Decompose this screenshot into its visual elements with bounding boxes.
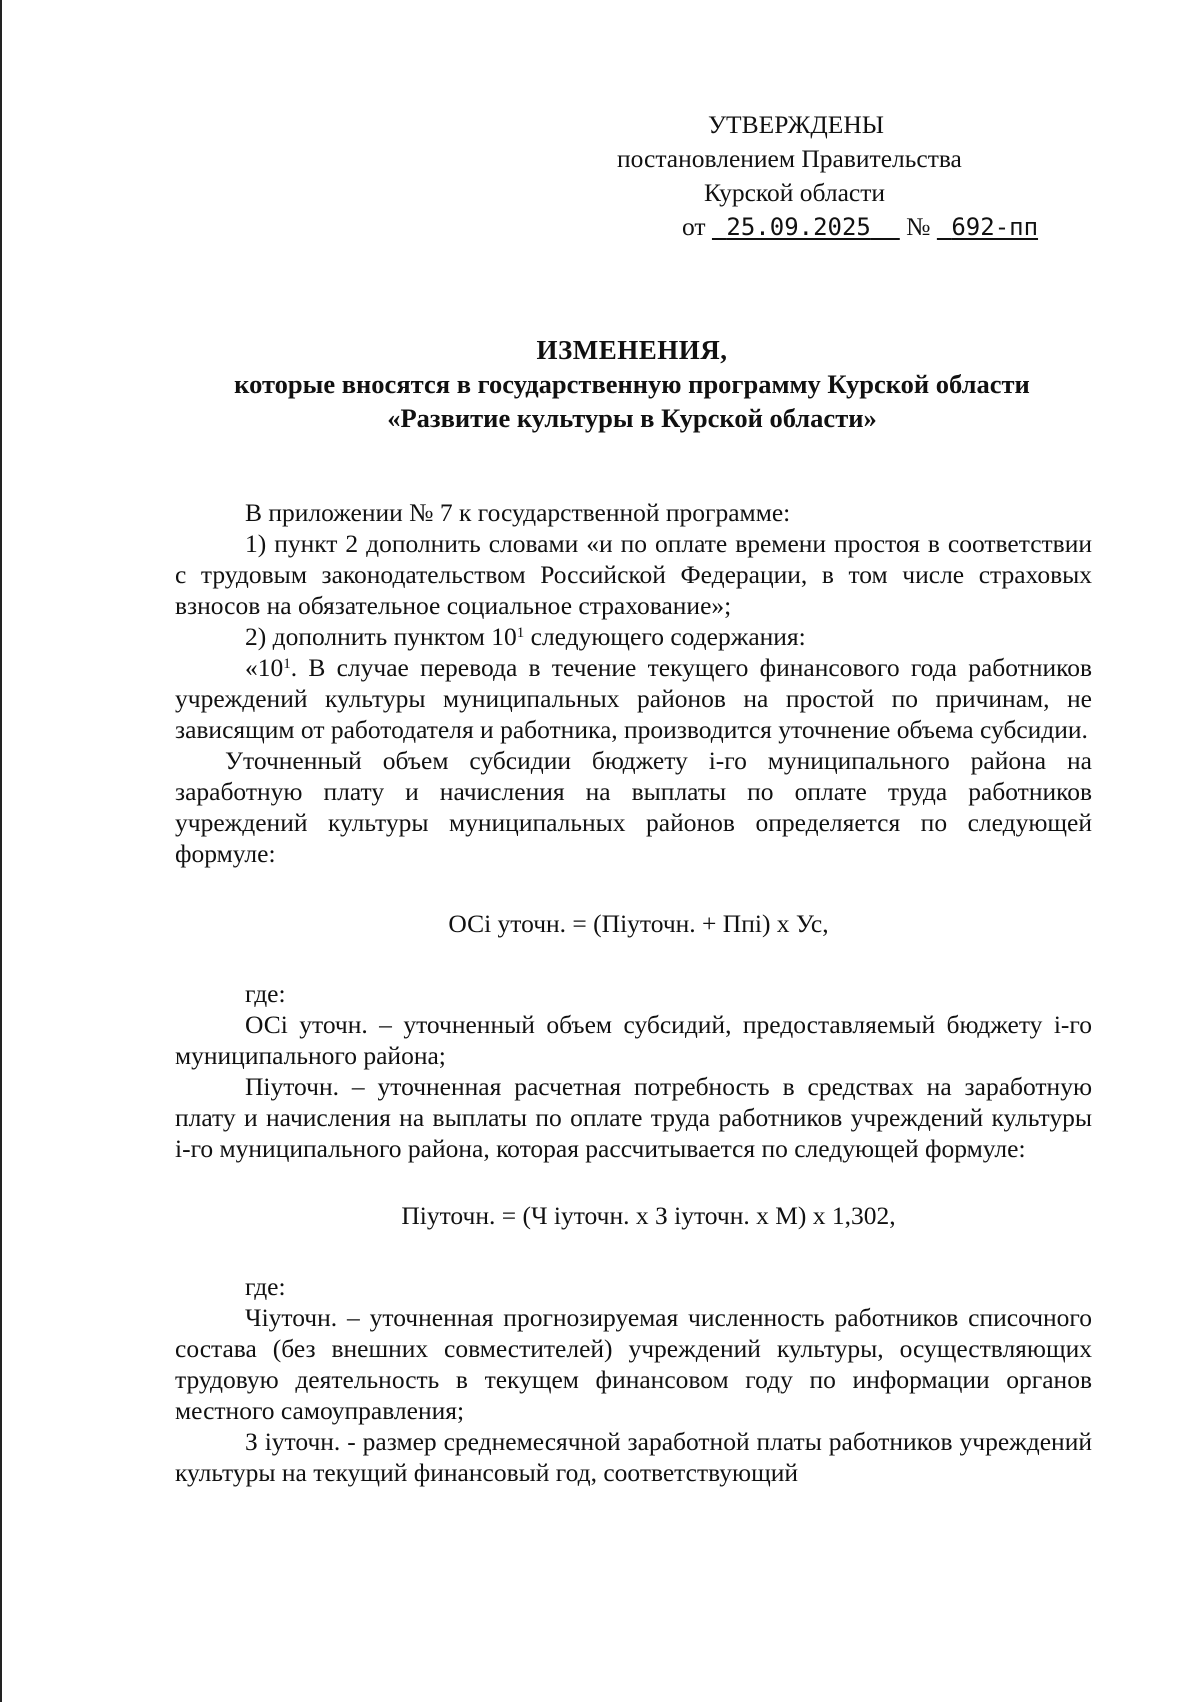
- definition-zi: З iуточн. - размер среднемесячной заработной платы работников учреждений культуры на текущий финансовый год, соответствующий: [175, 1427, 1092, 1487]
- approval-heading: УТВЕРЖДЕНЫ: [708, 110, 884, 139]
- document-body: [175, 497, 1092, 1488]
- where-label-2: где:: [245, 1272, 286, 1301]
- where-label-1: где:: [245, 979, 286, 1008]
- formula-osi: ОСi уточн. = (Пiуточн. + Ппi) х Ус,: [448, 909, 829, 938]
- point-10-1-paragraph: «$10^1$. В случае перевода в течение текущего финансового года работников учреждений культуры муниципальных районов на простой по причинам, не зависящим от работодателя и работника, производится уточнение объема субсидии.: [175, 653, 1092, 744]
- item-2-paragraph: 2) дополнить пунктом $10^1$ следующего содержания:: [245, 622, 806, 651]
- approval-stamp-block: [562, 108, 1042, 244]
- refined-subsidy-paragraph: Уточненный объем субсидии бюджету i-го муниципального района на заработную плату и начисления на выплаты по оплате труда работников учреждений культуры муниципальных районов определяется по следующей формуле:: [175, 746, 1092, 868]
- title-changes: ИЗМЕНЕНИЯ,: [536, 335, 728, 365]
- intro-paragraph: В приложении № 7 к государственной программе:: [245, 498, 791, 527]
- document-title: [172, 333, 1092, 435]
- definition-chi: Чiуточн. – уточненная прогнозируемая численность работников списочного состава (без внешних совместителей) учреждений культуры, осуществляющих трудовую деятельность в текущем финансовом году по информации органов местного самоуправления;: [175, 1303, 1092, 1425]
- number-prefix: №: [906, 212, 931, 241]
- approval-date: 25.09.2025: [726, 213, 871, 241]
- item-1-paragraph: 1) пункт 2 дополнить словами «и по оплате времени простоя в соответствии с трудовым законодательством Российской Федерации, в том числе страховых взносов на обязательное социальное страхование»;: [175, 529, 1092, 620]
- approval-authority: постановлением Правительства: [617, 144, 962, 173]
- approval-date-number: [562, 210, 1042, 244]
- formula-pi: Пiуточн. = (Ч iуточн. х З iуточн. х М) х 1,302,: [401, 1201, 896, 1230]
- approval-region: Курской области: [704, 178, 886, 207]
- title-subject: которые вносятся в государственную программу Курской области: [234, 369, 1030, 399]
- approval-number: 692-пп: [951, 213, 1039, 241]
- date-prefix: от: [682, 212, 706, 241]
- definition-osi: ОСi уточн. – уточненный объем субсидий, предоставляемый бюджету i-го муниципального района;: [175, 1010, 1092, 1070]
- title-program-name: «Развитие культуры в Курской области»: [387, 403, 877, 433]
- definition-pi: Пiуточн. – уточненная расчетная потребность в средствах на заработную плату и начисления на выплаты по оплате труда работников учреждений культуры i-го муниципального района, которая рассчитывается по следующей формуле:: [175, 1072, 1092, 1163]
